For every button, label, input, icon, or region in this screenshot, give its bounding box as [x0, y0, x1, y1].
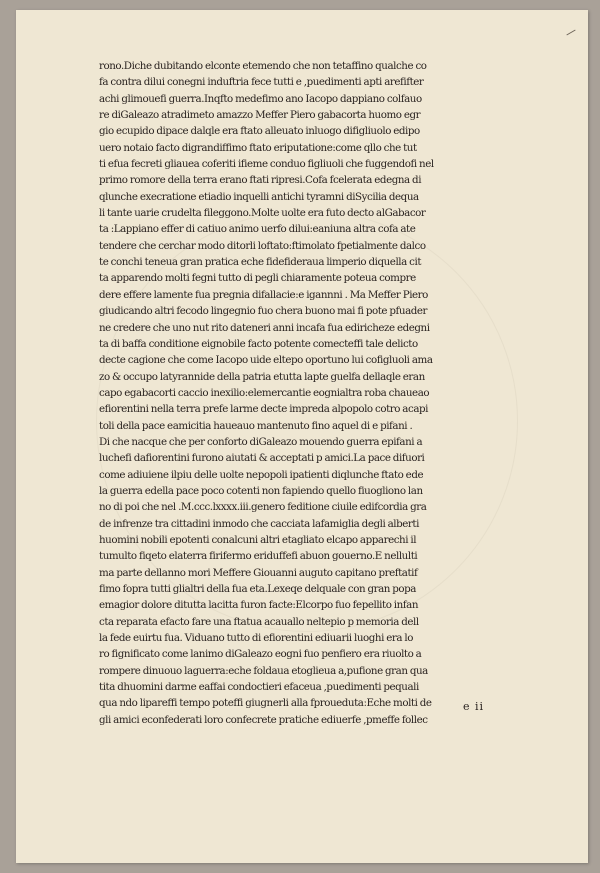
text-line: li tante uarie crudelta fileggono.Molte uolte era futo decto alGabacor — [99, 207, 426, 220]
text-line: tendere che cerchar modo ditorli loftato:ftimolato fpetialmente dalco — [99, 239, 426, 252]
text-line: la guerra edella pace poco cotenti non fapiendo quello fiuogliono lan — [99, 484, 423, 497]
corner-pen-mark — [566, 30, 575, 36]
text-line: rono.Diche dubitando elconte etemendo che non tetaffino qualche co — [99, 60, 427, 72]
text-line: gio ecupido dipace dalqle era ftato alleuato inluogo difigliuolo edipo — [99, 125, 420, 138]
text-line: Di che nacque che per conforto diGaleazo mouendo guerra epifani a — [99, 435, 423, 448]
text-line: qua ndo lipareffi tempo poteffi giugnerli alla fprouedutaːEche molti de — [99, 697, 432, 710]
text-line: la fede euirtu fua. Viduano tutto di efiorentini ediuarii luoghi era lo — [99, 632, 413, 645]
manuscript-page — [16, 10, 588, 863]
text-line: come adiuiene ilpiu delle uolte nepopoli ipatienti diqlunche ftato ede — [99, 468, 424, 481]
text-line: cta reparata efacto fare una ftatua acauallo neltepio p memoria dell — [99, 615, 419, 628]
text-line: giudicando altri fecodo lingegnio fuo chera buono mai fi pote pfuader — [99, 305, 428, 318]
text-line: zo & occupo latyrannide della patria etutta lapte guelfa dellaqle eran — [99, 370, 425, 383]
text-line: ta di baffa conditione eignobile facto potente comecteffi tale delicto — [99, 337, 418, 350]
text-line: ti efua fecreti gliauea coferiti ifieme conduo figliuoli che fuggendofi nel — [99, 158, 434, 171]
text-line: fimo fopra tutti glialtri della fua eta.Lexeqe delquale con gran popa — [99, 583, 416, 595]
text-line: te conchi teneua gran pratica eche fidefideraua limperio diquella cit — [99, 256, 422, 269]
text-line: efiorentini nella terra prefe larme decte impreda alpopolo cotro acapi — [99, 403, 428, 416]
text-line: ma parte dellanno mori Meffere Giouanni auguto capitano preftatif — [99, 566, 418, 579]
text-line: luchefi dafiorentini furono aiutati & acceptati p amici.La pace difuori — [99, 452, 425, 465]
text-line: dere effere lamente fua pregnia difallacie:e igannni . Ma Meffer Piero — [99, 288, 428, 301]
text-line: qlunche execratione etiadio inquelli antichi tyramni diSycilia dequa — [99, 190, 419, 203]
text-line: huomini nobili epotenti conalcuni altri etagliato elcapo apparechi il — [99, 533, 417, 546]
body-text — [99, 58, 489, 728]
text-line: gli amici econfederati loro confecrete pratiche ediuerfe ,pmeffe follec — [99, 713, 428, 726]
text-line: toli della pace eamicitia haueauo mantenuto fino aquel di e pifani . — [99, 419, 413, 432]
text-line: tita dhuomini darme eaffai condoctieri efaceua ,puedimenti pequali — [99, 681, 419, 694]
text-line: primo romore della terra erano ftati ripresi.Cofa fcelerata edegna di — [99, 174, 422, 187]
text-line: de infrenze tra cittadini inmodo che cacciata lafamiglia degli alberti — [99, 517, 419, 530]
text-line: ne credere che uno nut rito dateneri anni incafa fua ediricheze edegni — [99, 321, 430, 334]
text-line: emagior dolore ditutta lacitta furon facte:Elcorpo fuo fepellito infan — [99, 599, 419, 612]
text-line: uero notaio facto digrandiffimo ftato eriputatione:come qllo che tut — [99, 141, 417, 154]
text-line: ta apparendo molti fegni tutto di pegli chiaramente poteua compre — [99, 272, 416, 285]
text-line: ro fignificato come lanimo diGaleazo eogni fuo penfiero era riuolto a — [99, 648, 422, 661]
text-line: no di poi che nel .M.ccc.lxxxx.iii.genero feditione ciuile edifcordia gra — [99, 501, 427, 514]
text-line: tumulto fiqeto elaterra firifermo eriduffefi abuon gouerno.E nellulti — [99, 550, 418, 563]
text-line: re diGaleazo atradimeto amazzo Meffer Piero gabacorta huomo egr — [99, 109, 421, 122]
text-line: capo egabacorti caccio inexilio:elemercantie eognialtra roba chaueao — [99, 386, 430, 399]
text-line: fa contra dilui conegni induftria fece tutti e ,puedimenti apti arefifter — [99, 76, 424, 89]
text-line: achi glimouefi guerra.Inqfto medefimo ano Iacopo dappiano colfauo — [99, 92, 422, 105]
text-line: decte cagione che come Iacopo uide eltepo oportuno lui cofigluoli ama — [99, 354, 433, 367]
text-line: ta :Lappiano effer di catiuo animo uerfo dilui:eaniuna altra cofa ate — [99, 223, 416, 236]
signature-mark: e ii — [463, 700, 485, 713]
text-line: rompere dinuouo laguerra:eche foldaua etoglieua a,pufione gran qua — [99, 664, 428, 677]
